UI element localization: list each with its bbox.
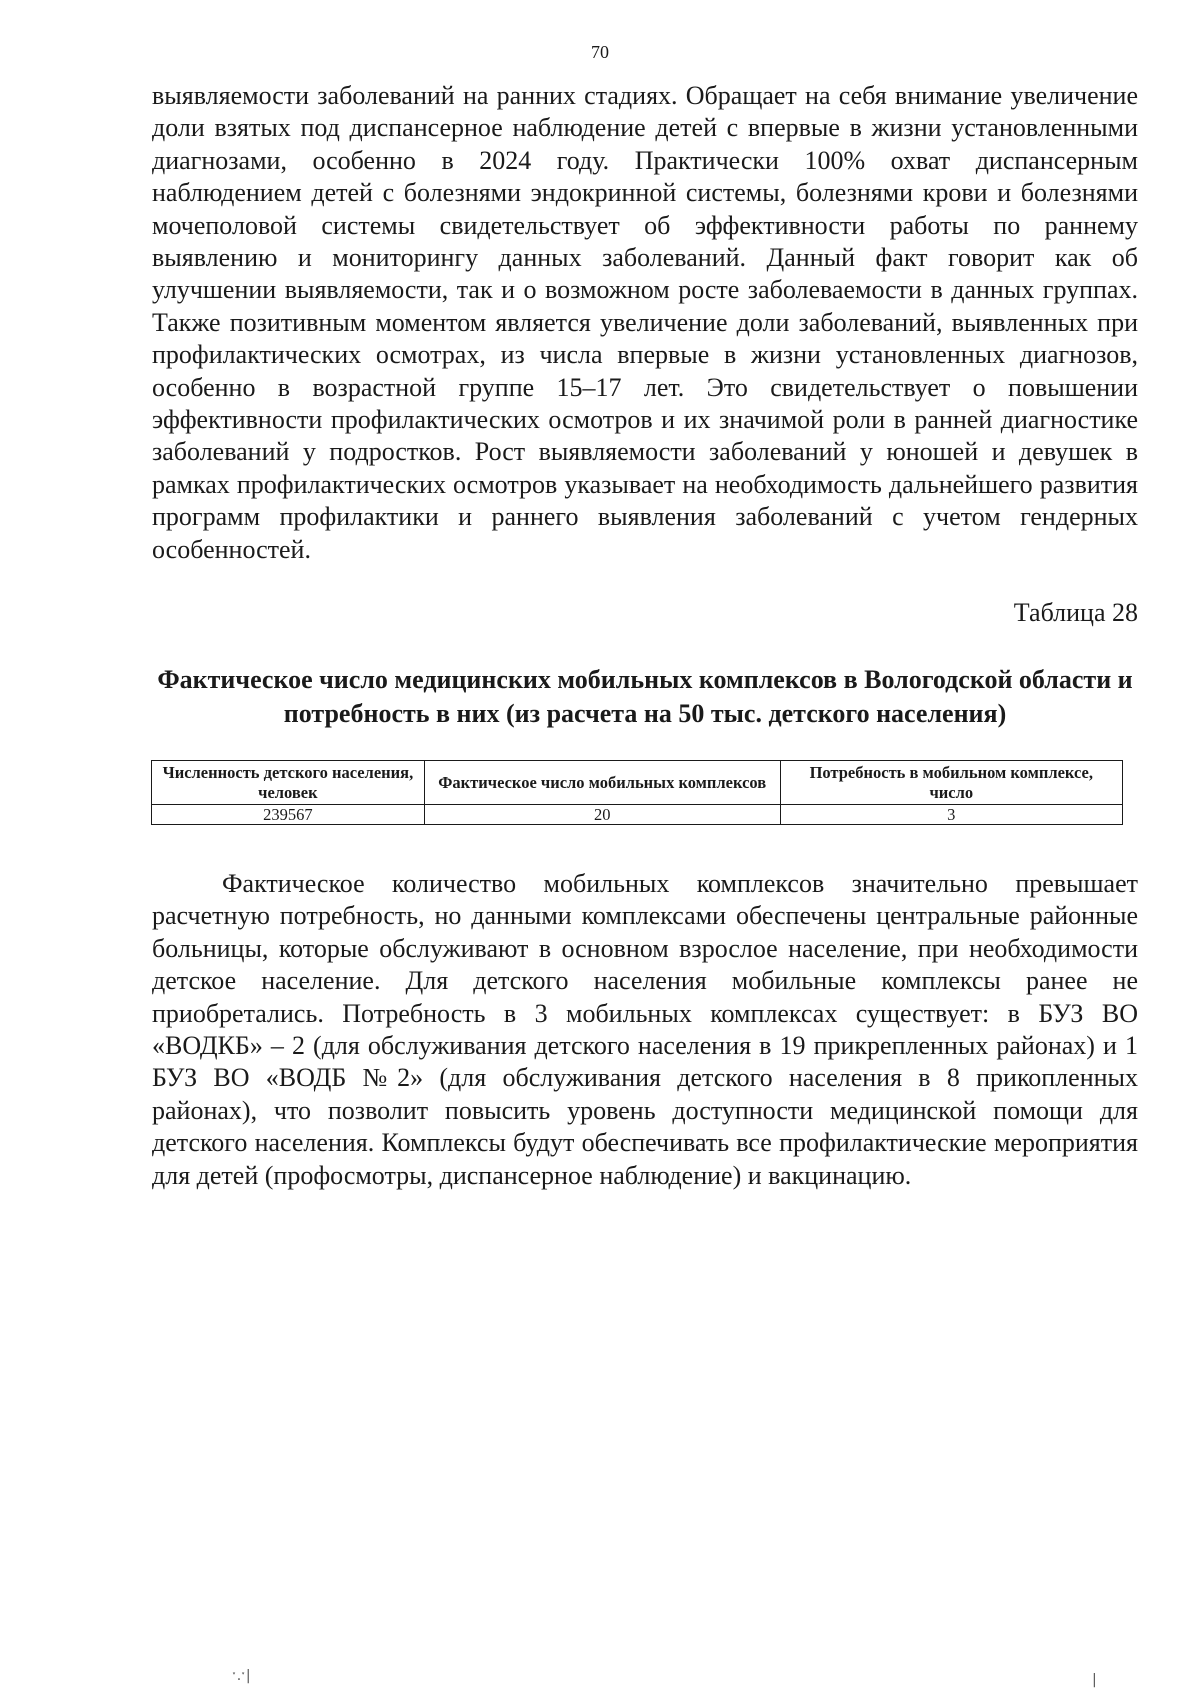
- mobile-complexes-table: [151, 760, 1123, 825]
- table-header-cell: Численность детского населения, человек: [152, 761, 425, 805]
- table-cell: 3: [780, 805, 1122, 825]
- table-label: Таблица 28: [1013, 598, 1138, 627]
- table-cell: 239567: [152, 805, 425, 825]
- table-cell: 20: [424, 805, 780, 825]
- body-paragraph-2: Фактическое количество мобильных комплексов значительно превышает расчетную потребность, но данными комплексами обеспечены центральные районные больницы, которые обслуживают в основном взрослое население, при необходимости детское население. Для детского населения мобильные комплексы ранее не приобретались. Потребность в 3 мобильных комплексах существует: в БУЗ ВО «ВОДКБ» – 2 (для обслуживания детского населения в 19 прикрепленных районах) и 1 БУЗ ВО «ВОДБ №2» (для обслуживания детского населения в 8 прикопленных районах), что позволит повысить уровень доступности медицинской помощи для детского населения. Комплексы будут обеспечивать все профилактические мероприятия для детей (профосмотры, диспансерное наблюдение) и вакцинацию.: [152, 869, 1138, 1190]
- scan-artifact-mark: ˑ.ˑ|: [232, 1668, 251, 1684]
- page-number: 70: [591, 42, 609, 62]
- table-header-cell: Потребность в мобильном комплексе, число: [780, 761, 1122, 805]
- table-title: Фактическое число медицинских мобильных комплексов в Вологодской области и потребность в них (из расчета на 50 тыс. детского населения): [157, 665, 1133, 728]
- table-header-row: [152, 761, 1123, 805]
- scan-artifact-mark: |: [1092, 1672, 1097, 1688]
- table-row: [152, 805, 1123, 825]
- body-paragraph-1: выявляемости заболеваний на ранних стадиях. Обращает на себя внимание увеличение доли взятых под диспансерное наблюдение детей с впервые в жизни установленными диагнозами, особенно в 2024 году. Практически 100% охват диспансерным наблюдением детей с болезнями эндокринной системы, болезнями крови и болезнями мочеполовой системы свидетельствует об эффективности работы по раннему выявлению и мониторингу данных заболеваний. Данный факт говорит как об улучшении выявляемости, так и о возможном росте заболеваемости в данных группах. Также позитивным моментом является увеличение доли заболеваний, выявленных при профилактических осмотрах, из числа впервые в жизни установленных диагнозов, особенно в возрастной группе 15–17 лет. Это свидетельствует о повышении эффективности профилактических осмотров и их значимой роли в ранней диагностике заболеваний у подростков. Рост выявляемости заболеваний у юношей и девушек в рамках профилактических осмотров указывает на необходимость дальнейшего развития программ профилактики и раннего выявления заболеваний с учетом гендерных особенностей.: [152, 81, 1138, 564]
- table-header-cell: Фактическое число мобильных комплексов: [424, 761, 780, 805]
